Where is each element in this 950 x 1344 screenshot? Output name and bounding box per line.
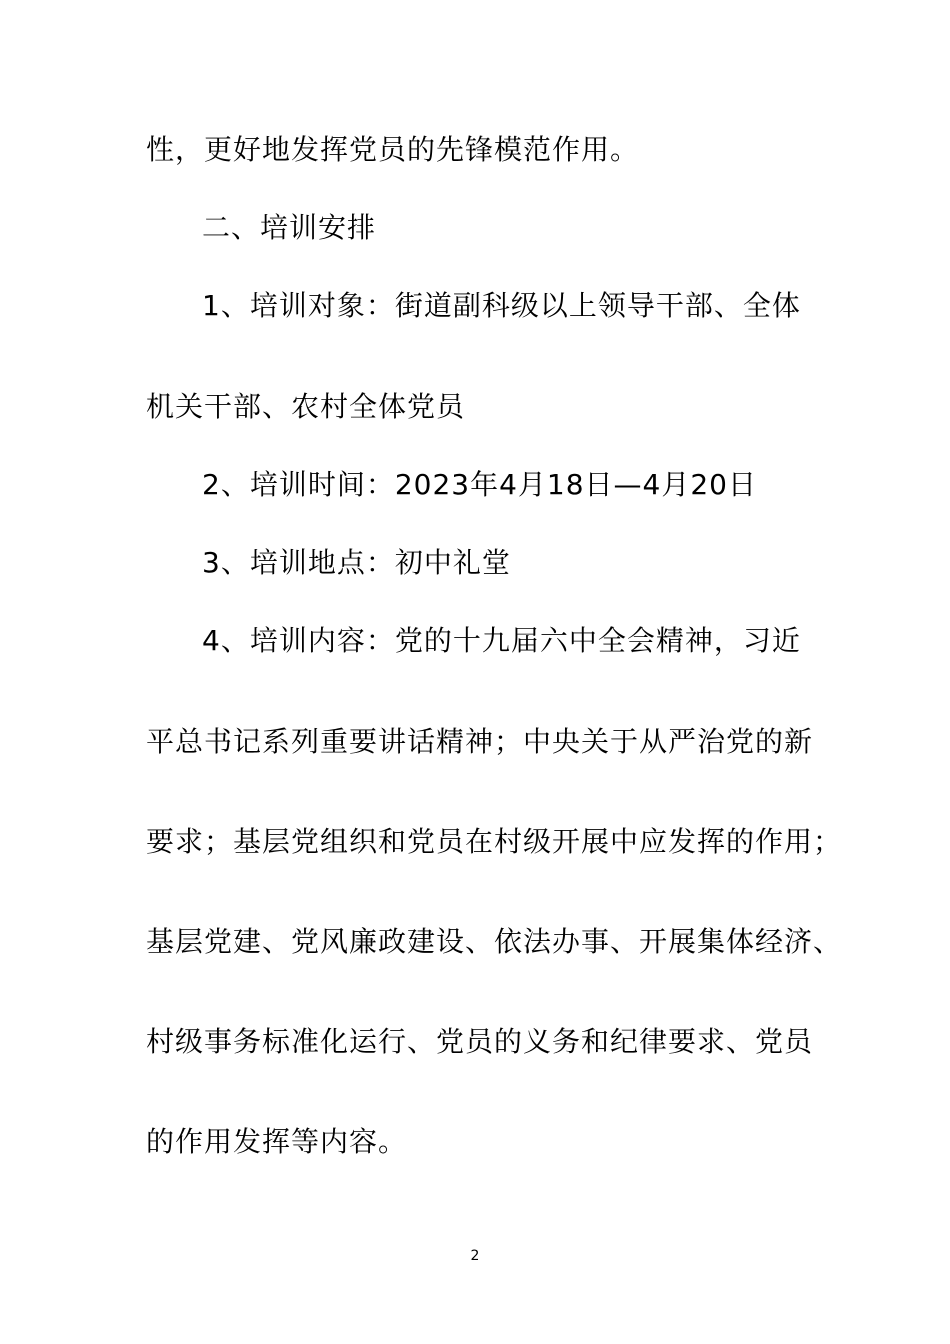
training-content-line-2: 平总书记系列重要讲话精神；中央关于从严治党的新 xyxy=(146,725,814,758)
section-heading: 二、培训安排 xyxy=(202,211,377,244)
training-location-line: 3、培训地点：初中礼堂 xyxy=(202,546,511,579)
page-number: 2 xyxy=(470,1248,480,1264)
training-content-line-5: 村级事务标准化运行、党员的义务和纪律要求、党员 xyxy=(146,1025,814,1058)
training-content-line-3: 要求；基层党组织和党员在村级开展中应发挥的作用； xyxy=(146,825,843,858)
training-target-line-2: 机关干部、农村全体党员 xyxy=(146,390,466,423)
training-content-line-6: 的作用发挥等内容。 xyxy=(146,1125,408,1158)
training-target-line-1: 1、培训对象：街道副科级以上领导干部、全体 xyxy=(202,289,801,322)
training-content-line-1: 4、培训内容：党的十九届六中全会精神，习近 xyxy=(202,624,801,657)
training-content-line-4: 基层党建、党风廉政建设、依法办事、开展集体经济、 xyxy=(146,925,843,958)
training-time-line: 2、培训时间：2023年4月18日—4月20日 xyxy=(202,468,757,501)
paragraph-line-1: 性，更好地发挥党员的先锋模范作用。 xyxy=(146,133,640,166)
